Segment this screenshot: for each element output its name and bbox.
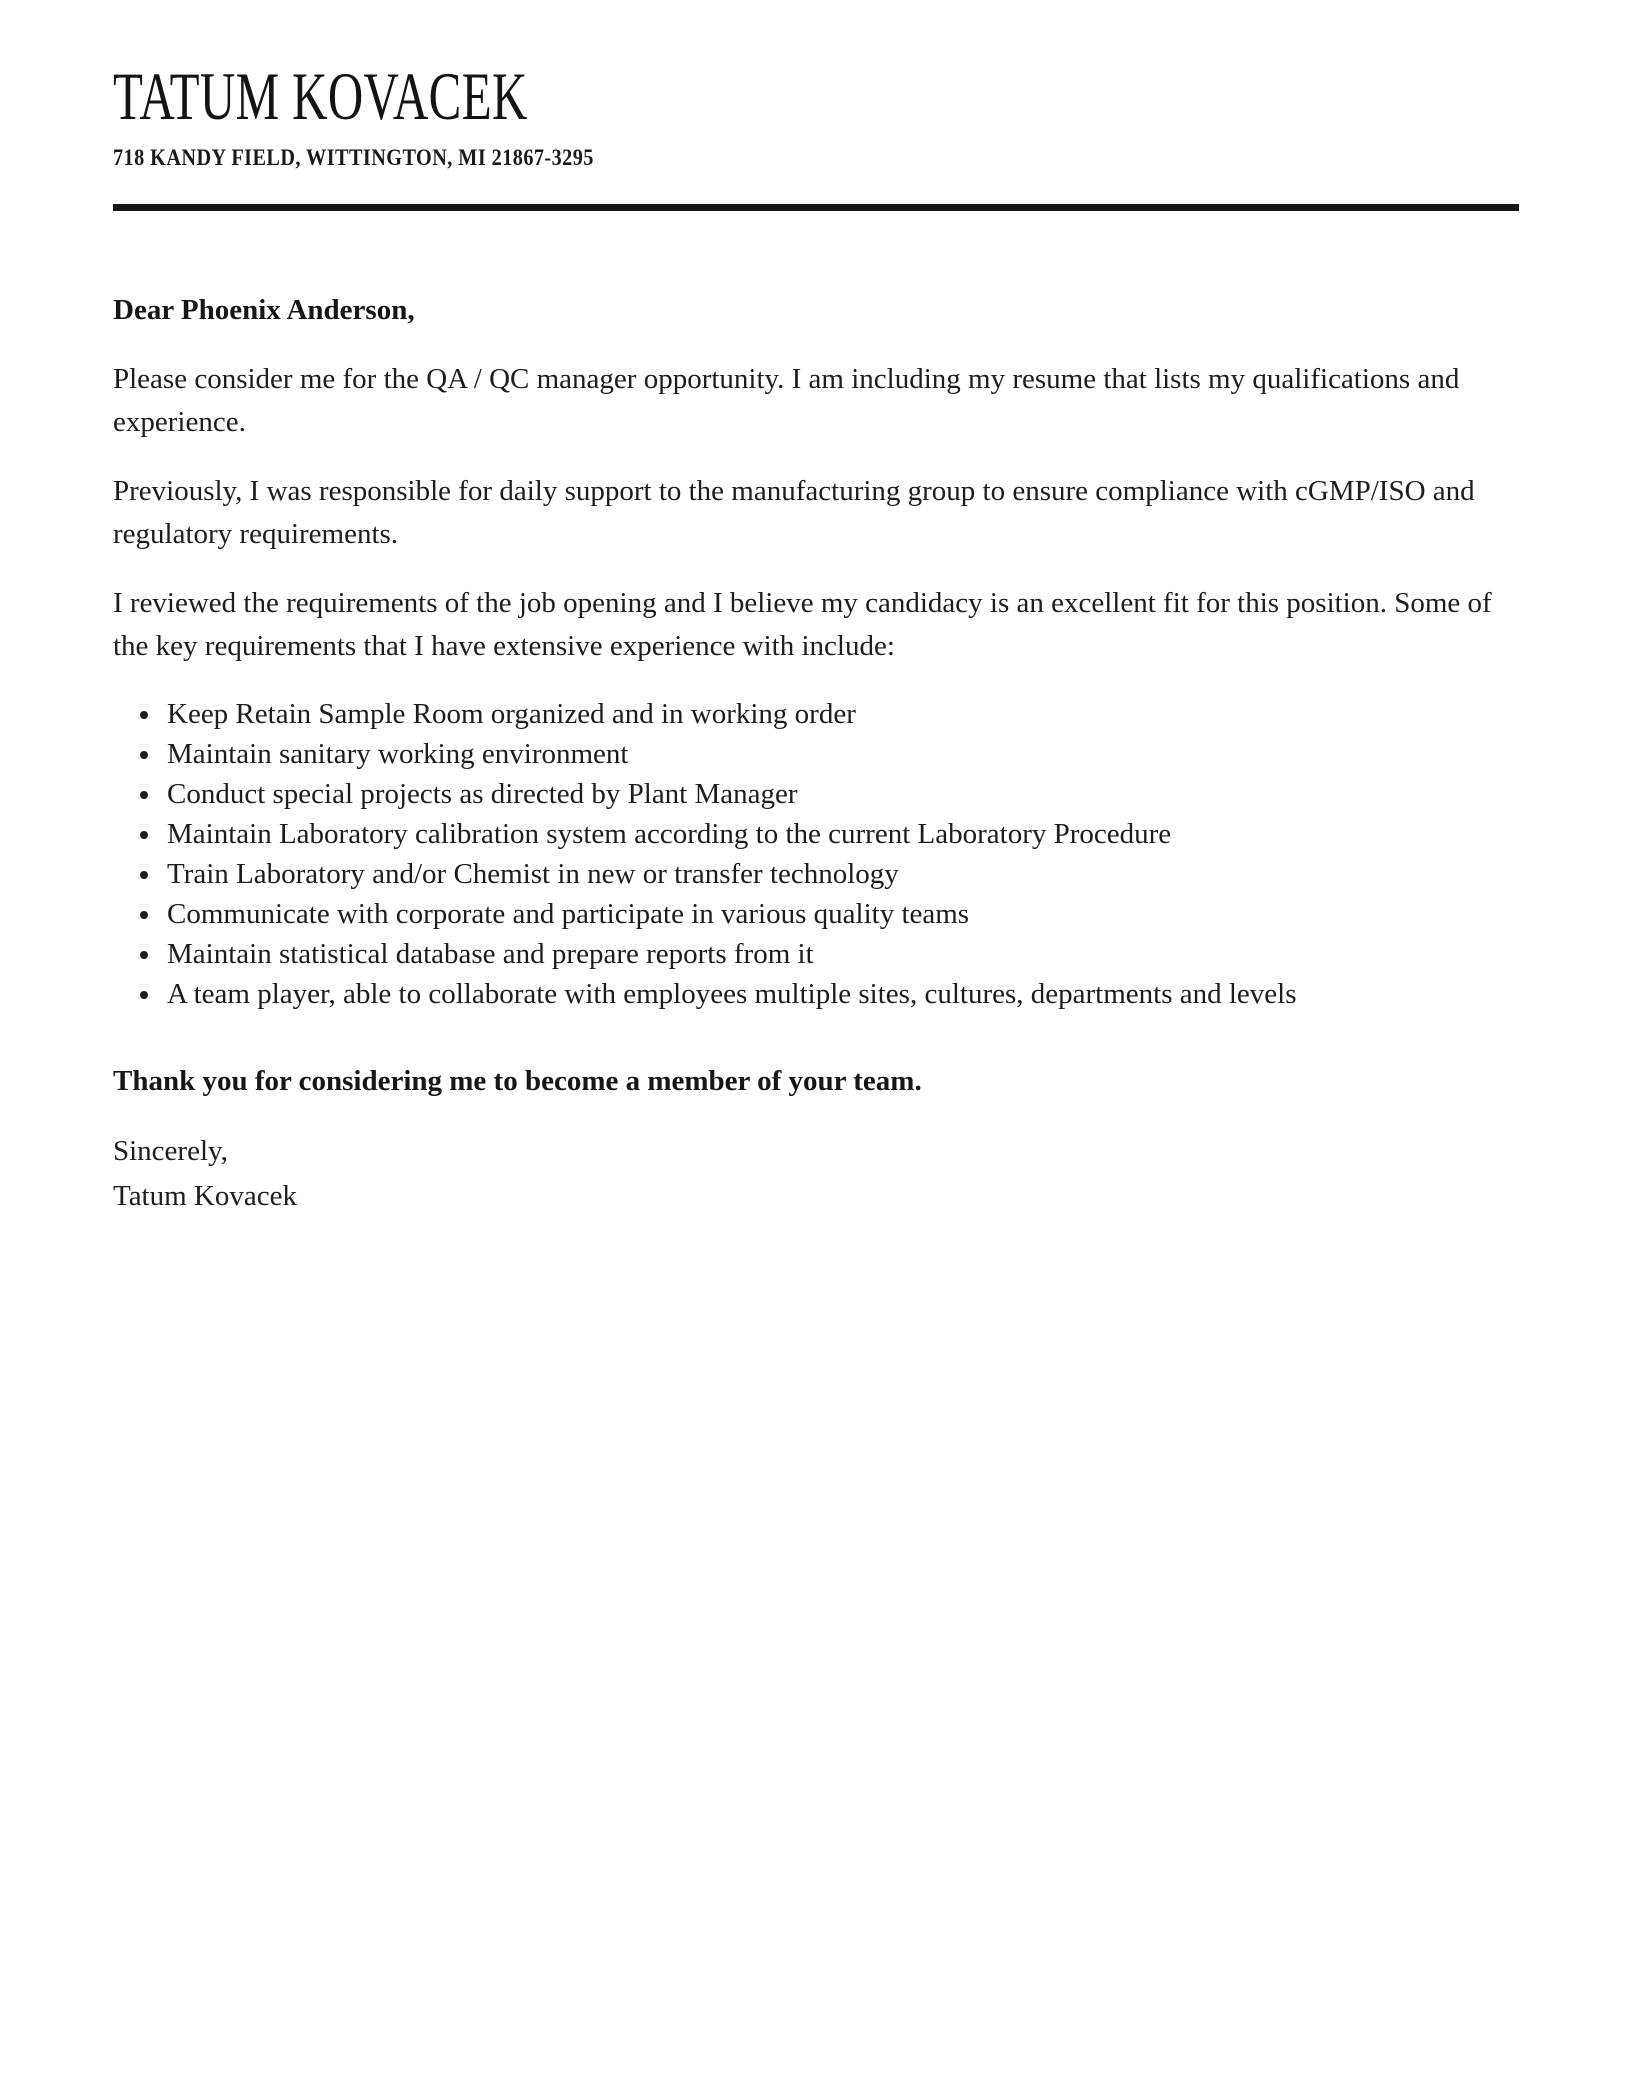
paragraph-intro: Please consider me for the QA / QC manager opportunity. I am including my resume that lists my qualifications and experience. <box>113 363 1460 438</box>
paragraph-requirements-lead: I reviewed the requirements of the job opening and I believe my candidacy is an excellent fit for this position. Some of the key requirements that I have extensive experience with include: <box>113 587 1492 662</box>
paragraph-previous-role: Previously, I was responsible for daily support to the manufacturing group to ensure compliance with cGMP/ISO and regulatory requirements. <box>113 475 1475 550</box>
requirements-list <box>113 694 1519 1014</box>
letter-header <box>113 0 1519 211</box>
requirement-item: • A team player, able to collaborate with employees multiple sites, cultures, departments and levels <box>163 974 1519 1014</box>
requirement-item: • Train Laboratory and/or Chemist in new or transfer technology <box>163 854 1519 894</box>
signature-block <box>113 1129 1519 1219</box>
closing-emphasis: Thank you for considering me to become a member of your team. <box>113 1065 922 1097</box>
requirement-item: • Conduct special projects as directed by Plant Manager <box>163 774 1519 814</box>
greeting: Dear Phoenix Anderson, <box>113 294 415 326</box>
letter-body <box>113 289 1519 1219</box>
requirement-item: • Maintain Laboratory calibration system according to the current Laboratory Procedure <box>163 814 1519 854</box>
sender-address: 718 KANDY FIELD, WITTINGTON, MI 21867-3295 <box>113 145 594 170</box>
signoff: Sincerely, <box>113 1135 228 1167</box>
header-divider <box>113 204 1519 211</box>
signature-name: Tatum Kovacek <box>113 1180 297 1212</box>
requirement-item: • Maintain statistical database and prepare reports from it <box>163 934 1519 974</box>
sender-name: TATUM KOVACEK <box>113 58 528 134</box>
requirement-item: • Maintain sanitary working environment <box>163 734 1519 774</box>
requirement-item: • Communicate with corporate and participate in various quality teams <box>163 894 1519 934</box>
requirement-item: • Keep Retain Sample Room organized and in working order <box>163 694 1519 734</box>
